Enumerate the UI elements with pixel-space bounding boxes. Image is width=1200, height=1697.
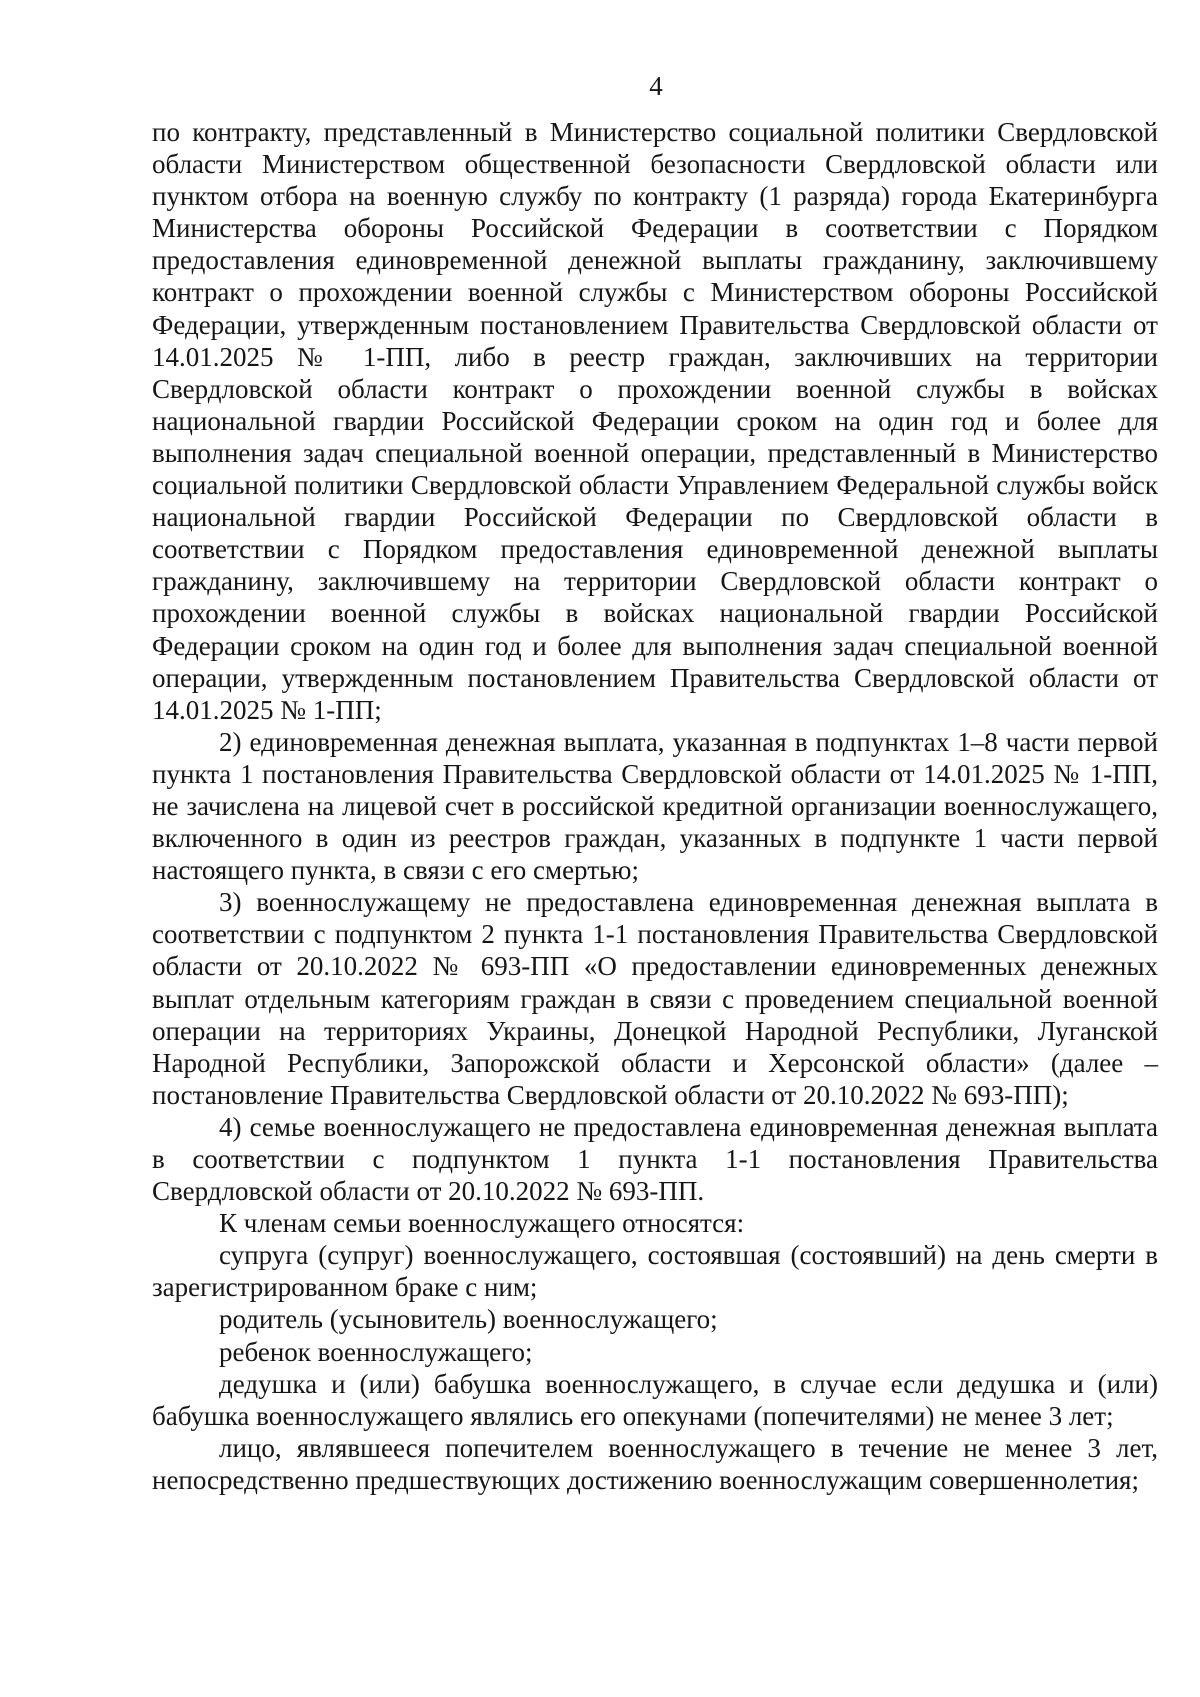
- paragraph-item-4: 4) семье военнослужащего не предоставлена единовременная денежная выплата в соответствии с подпунктом 1 пункта 1-1 постановления Правительства Свердловской области от 20.10.2022 № 693-ПП.: [152, 1111, 1158, 1207]
- paragraph-spouse: супруга (супруг) военнослужащего, состоявшая (состоявший) на день смерти в зарегистрированном браке с ним;: [152, 1240, 1158, 1303]
- paragraph-parent: родитель (усыновитель) военнослужащего;: [219, 1304, 718, 1335]
- paragraph-item-3: 3) военнослужащему не предоставлена единовременная денежная выплата в соответствии с подпунктом 2 пункта 1-1 постановления Правительства Свердловской области от 20.10.2022 № 693-ПП «О предоставлении единовременных денежных выплат отдельным категориям граждан в связи с проведением специальной военной операции на территориях Украины, Донецкой Народной Республики, Луганской Народной Республики, Запорожской области и Херсонской области» (далее – постановление Правительства Свердловской области от 20.10.2022 № 693-ПП);: [152, 887, 1158, 1110]
- paragraph-family-intro: К членам семьи военнослужащего относятся:: [219, 1208, 745, 1239]
- paragraph-child: ребенок военнослужащего;: [219, 1336, 533, 1367]
- paragraph-continuation: по контракту, представленный в Министерство социальной политики Свердловской области Министерством общественной безопасности Свердловской области или пунктом отбора на военную службу по контракту (1 разряда) города Екатеринбурга Министерства обороны Российской Федерации в соответствии с Порядком предоставления единовременной денежной выплаты гражданину, заключившему контракт о прохождении военной службы с Министерством обороны Российской Федерации, утвержденным постановлением Правительства Свердловской области от 14.01.2025 № 1-ПП, либо в реестр граждан, заключивших на территории Свердловской области контракт о прохождении военной службы в войсках национальной гвардии Российской Федерации сроком на один год и более для выполнения задач специальной военной операции, представленный в Министерство социальной политики Свердловской области Управлением Федеральной службы войск национальной гвардии Российской Федерации по Свердловской области в соответствии с Порядком предоставления единовременной денежной выплаты гражданину, заключившему на территории Свердловской области контракт о прохождении военной службы в войсках национальной гвардии Российской Федерации сроком на один год и более для выполнения задач специальной военной операции, утвержденным постановлением Правительства Свердловской области от 14.01.2025 № 1-ПП;: [152, 117, 1158, 725]
- document-body: [152, 116, 1158, 1496]
- paragraph-grandparents: дедушка и (или) бабушка военнослужащего, в случае если дедушка и (или) бабушка военнослужащего являлись его опекунами (попечителями) не менее 3 лет;: [152, 1368, 1158, 1431]
- page-number: 4: [649, 71, 663, 101]
- paragraph-guardian: лицо, являвшееся попечителем военнослужащего в течение не менее 3 лет, непосредственно предшествующих достижению военнослужащим совершеннолетия;: [152, 1432, 1158, 1495]
- paragraph-item-2: 2) единовременная денежная выплата, указанная в подпунктах 1–8 части первой пункта 1 постановления Правительства Свердловской области от 14.01.2025 № 1-ПП, не зачислена на лицевой счет в российской кредитной организации военнослужащего, включенного в один из реестров граждан, указанных в подпункте 1 части первой настоящего пункта, в связи с его смертью;: [152, 726, 1158, 886]
